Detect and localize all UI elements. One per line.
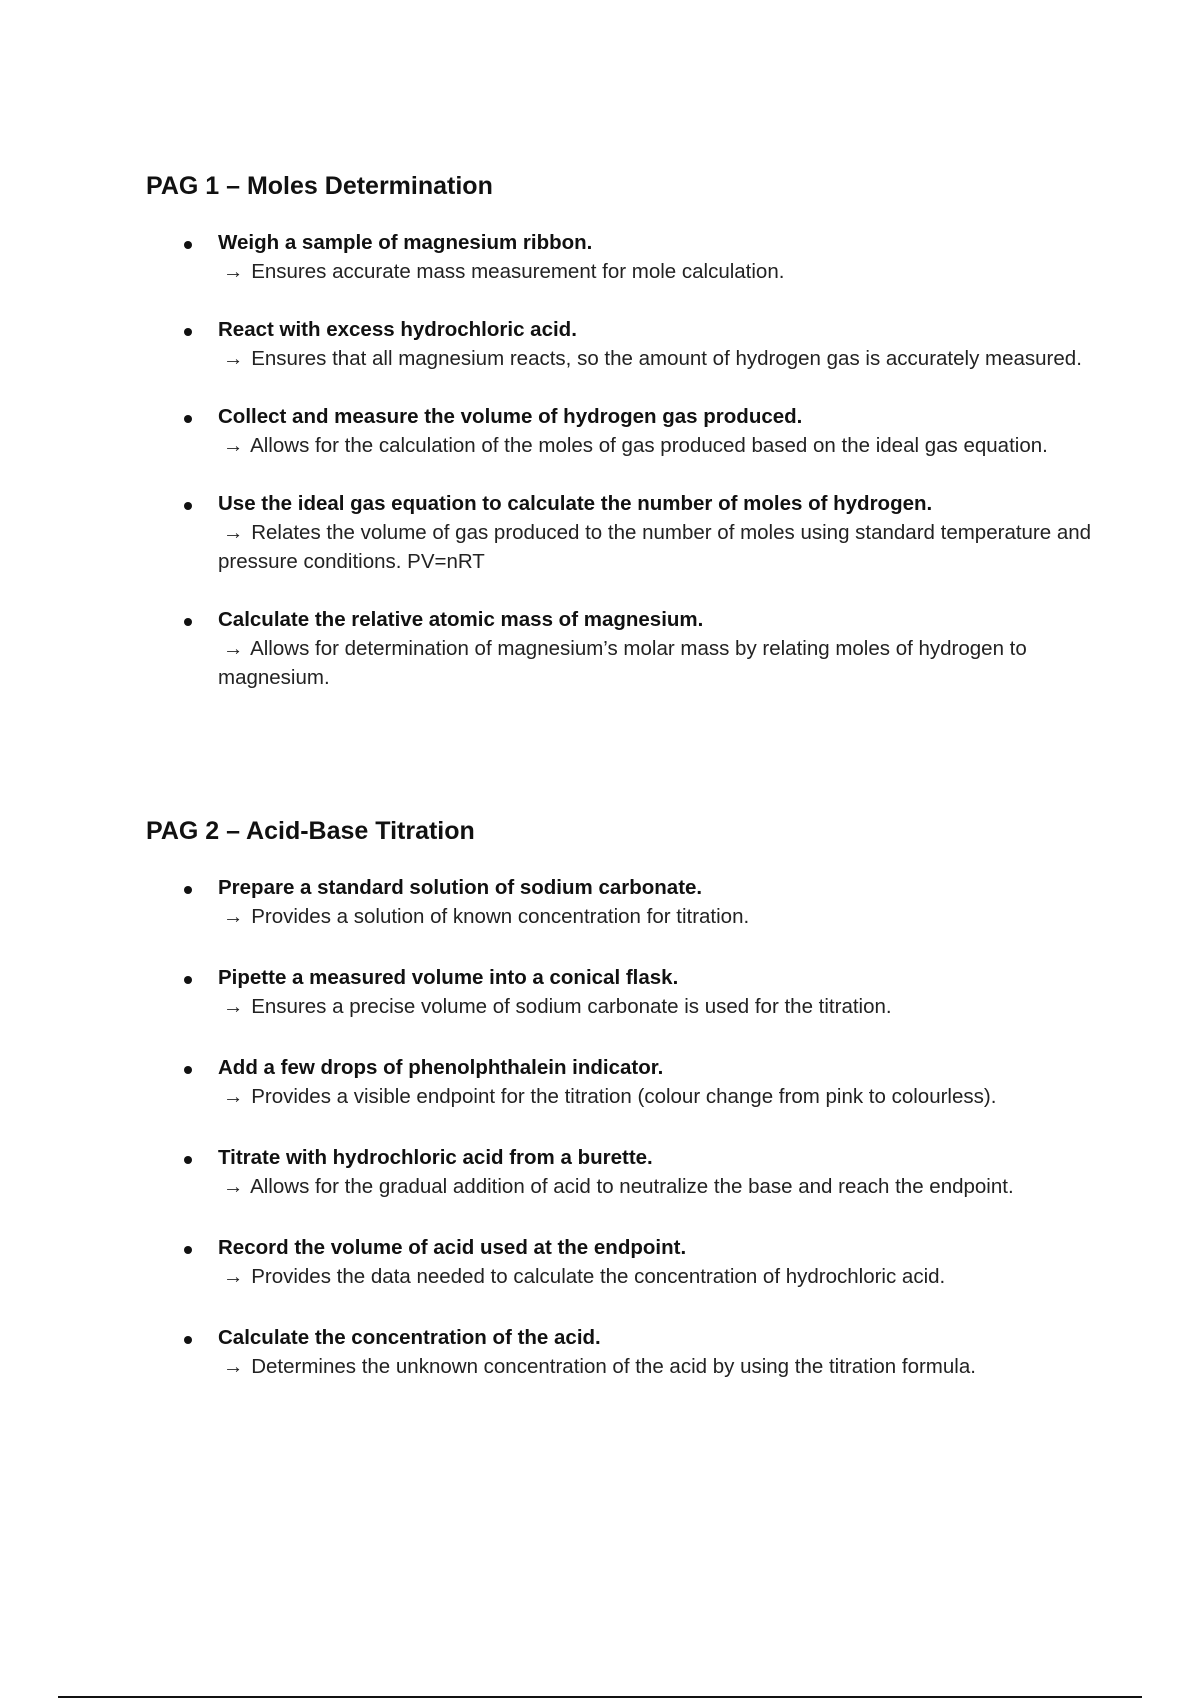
step-list [146, 873, 1106, 1381]
arrow-icon: → [223, 637, 244, 660]
step-title: React with excess hydrochloric acid. [218, 318, 577, 341]
step-title: Calculate the relative atomic mass of magnesium. [218, 608, 704, 631]
step-title: Weigh a sample of magnesium ribbon. [218, 231, 593, 254]
step-reason-text: Ensures a precise volume of sodium carbonate is used for the titration. [251, 995, 892, 1018]
step-reason [218, 257, 1106, 286]
bullet-icon [184, 241, 192, 249]
step-reason [218, 992, 1106, 1021]
section-pag-2 [146, 815, 1106, 1413]
bullet-icon [184, 886, 192, 894]
list-item [146, 1323, 1106, 1381]
list-item [146, 489, 1106, 576]
arrow-icon: → [223, 1355, 244, 1378]
arrow-icon: → [223, 260, 244, 283]
step-title: Calculate the concentration of the acid. [218, 1326, 601, 1349]
bullet-icon [184, 415, 192, 423]
step-reason [218, 518, 1106, 576]
bullet-icon [184, 976, 192, 984]
step-reason [218, 1352, 1106, 1381]
step-reason-text: Provides a visible endpoint for the titration (colour change from pink to colourless). [251, 1085, 997, 1108]
list-item [146, 605, 1106, 692]
step-reason [218, 1082, 1106, 1111]
arrow-icon: → [223, 1175, 244, 1198]
arrow-icon: → [223, 521, 244, 544]
step-title: Titrate with hydrochloric acid from a burette. [218, 1146, 653, 1169]
bullet-icon [184, 502, 192, 510]
step-reason-text: Determines the unknown concentration of the acid by using the titration formula. [251, 1355, 976, 1378]
list-item [146, 228, 1106, 286]
bullet-icon [184, 1336, 192, 1344]
step-reason [218, 634, 1106, 692]
step-title: Collect and measure the volume of hydrogen gas produced. [218, 405, 803, 428]
step-reason-text: Allows for the gradual addition of acid to neutralize the base and reach the endpoint. [250, 1175, 1014, 1198]
list-item [146, 963, 1106, 1021]
step-reason-text: Provides the data needed to calculate the concentration of hydrochloric acid. [251, 1265, 946, 1288]
step-reason [218, 902, 1106, 931]
arrow-icon: → [223, 1265, 244, 1288]
step-title: Add a few drops of phenolphthalein indicator. [218, 1056, 664, 1079]
step-title: Record the volume of acid used at the endpoint. [218, 1236, 687, 1259]
step-title: Pipette a measured volume into a conical flask. [218, 966, 679, 989]
step-reason [218, 344, 1106, 373]
step-reason-text: Provides a solution of known concentration for titration. [251, 905, 750, 928]
step-reason-text: Relates the volume of gas produced to the number of moles using standard temperature and pressure conditions. PV=nRT [218, 521, 1092, 573]
arrow-icon: → [223, 905, 244, 928]
bullet-icon [184, 328, 192, 336]
bullet-icon [184, 618, 192, 626]
arrow-icon: → [223, 434, 244, 457]
section-title: PAG 1 – Moles Determination [146, 172, 493, 200]
step-reason-text: Allows for determination of magnesium’s molar mass by relating moles of hydrogen to magnesium. [218, 637, 1027, 689]
step-reason-text: Ensures accurate mass measurement for mole calculation. [251, 260, 785, 283]
footer-divider [58, 1696, 1142, 1698]
step-title: Prepare a standard solution of sodium carbonate. [218, 876, 703, 899]
list-item [146, 1053, 1106, 1111]
step-reason [218, 1172, 1106, 1201]
step-title: Use the ideal gas equation to calculate the number of moles of hydrogen. [218, 492, 933, 515]
bullet-icon [184, 1066, 192, 1074]
step-reason [218, 431, 1106, 460]
section-title: PAG 2 – Acid-Base Titration [146, 817, 475, 845]
arrow-icon: → [223, 995, 244, 1018]
arrow-icon: → [223, 347, 244, 370]
section-pag-1 [146, 170, 1106, 721]
list-item [146, 402, 1106, 460]
step-list [146, 228, 1106, 692]
step-reason-text: Ensures that all magnesium reacts, so the amount of hydrogen gas is accurately measured. [251, 347, 1082, 370]
list-item [146, 315, 1106, 373]
arrow-icon: → [223, 1085, 244, 1108]
step-reason [218, 1262, 1106, 1291]
list-item [146, 1233, 1106, 1291]
bullet-icon [184, 1156, 192, 1164]
step-reason-text: Allows for the calculation of the moles of gas produced based on the ideal gas equation. [250, 434, 1048, 457]
list-item [146, 873, 1106, 931]
bullet-icon [184, 1246, 192, 1254]
list-item [146, 1143, 1106, 1201]
